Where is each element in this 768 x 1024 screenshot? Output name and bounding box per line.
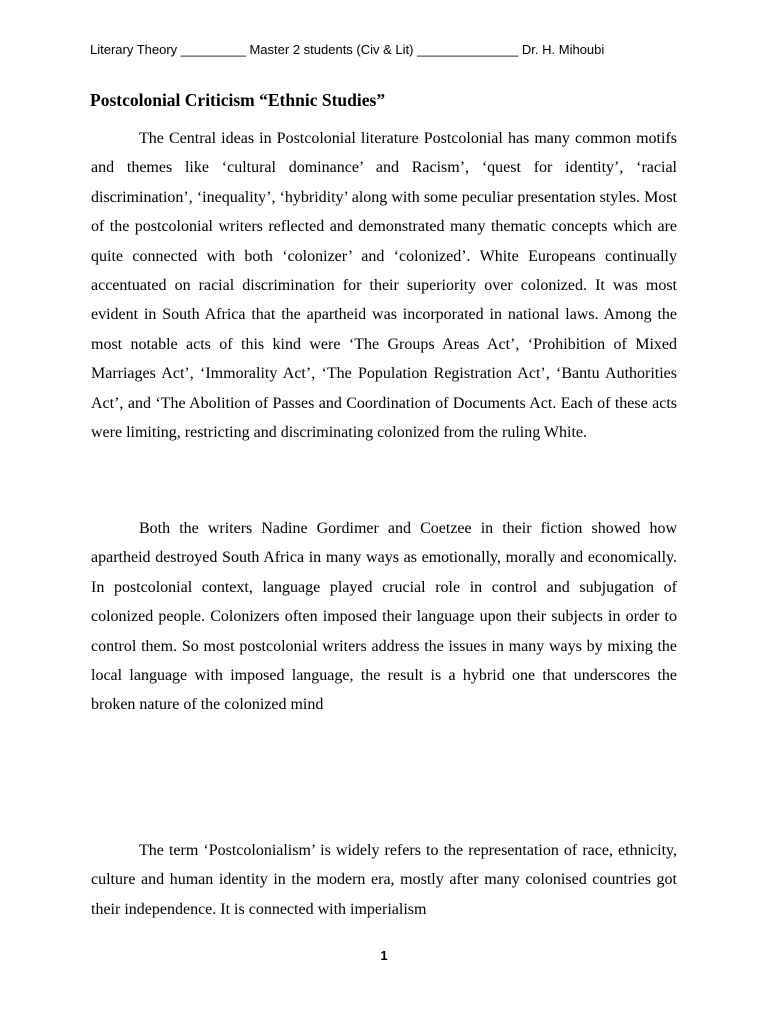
page-number: 1 bbox=[380, 948, 388, 963]
running-header: Literary Theory _________ Master 2 students (Civ & Lit) ______________ Dr. H. Mihoubi bbox=[90, 42, 605, 57]
page-title: Postcolonial Criticism “Ethnic Studies” bbox=[90, 90, 386, 110]
body-paragraph-3: The term ‘Postcolonialism’ is widely refers to the representation of race, ethnicity, culture and human identity in the modern era, mostly after many colonised countries got their independence. It is connected with imperialism bbox=[91, 842, 677, 918]
body-paragraph-1: The Central ideas in Postcolonial literature Postcolonial has many common motifs and themes like ‘cultural dominance’ and Racism’, ‘quest for identity’, ‘racial discrimination’, ‘inequality’, ‘hybridity’ along with some peculiar presentation styles. Most of the postcolonial writers reflected and demonstrated many thematic concepts which are quite connected with both ‘colonizer’ and ‘colonized’. White Europeans continually accentuated on racial discrimination for their superiority over colonized. It was most evident in South Africa that the apartheid was incorporated in national laws. Among the most notable acts of this kind were ‘The Groups Areas Act’, ‘Prohibition of Mixed Marriages Act’, ‘Immorality Act’, ‘The Population Registration Act’, ‘Bantu Authorities Act’, and ‘The Abolition of Passes and Coordination of Documents Act. Each of these acts were limiting, restricting and discriminating colonized from the ruling White. bbox=[91, 130, 677, 442]
body-paragraph-2: Both the writers Nadine Gordimer and Coetzee in their fiction showed how apartheid destroyed South Africa in many ways as emotionally, morally and economically. In postcolonial context, language played crucial role in control and subjugation of colonized people. Colonizers often imposed their language upon their subjects in order to control them. So most postcolonial writers address the issues in many ways by mixing the local language with imposed language, the result is a hybrid one that underscores the broken nature of the colonized mind bbox=[91, 520, 677, 714]
